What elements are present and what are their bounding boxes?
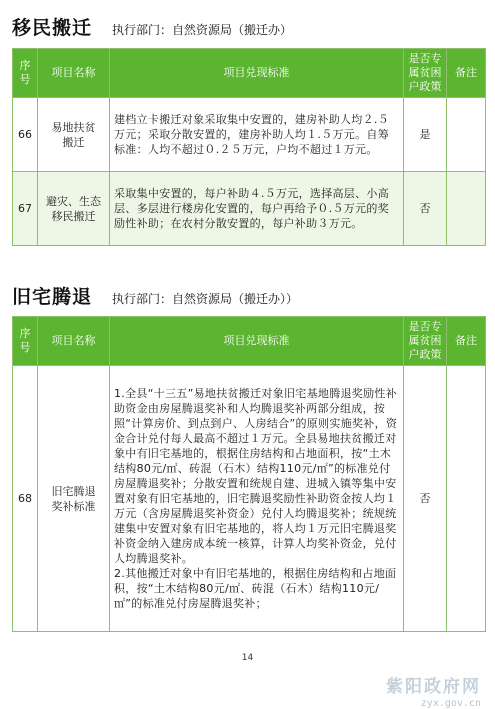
watermark-url: zyx.gov.cn [420,698,481,709]
row-policy: 否 [404,366,447,632]
header-standard: 项目兑现标准 [110,317,404,366]
section-department: 执行部门：自然资源局（搬迁办）） [112,292,299,306]
row-remark [447,98,486,172]
row-num: 66 [13,98,38,172]
row-standard: 采取集中安置的，每户补助４.５万元，选择高层、小高层、多层进行楼房化安置的，每户再给予０.５万元的奖励性补助；在农村分散安置的，每户补助３万元。 [110,172,404,246]
header-standard: 项目兑现标准 [110,49,404,98]
row-num: 68 [13,366,38,632]
row-standard: 建档立卡搬迁对象采取集中安置的，建房补助人均２.５万元；采取分散安置的，建房补助人均１.５万元。自筹标准：人均不超过０.２５万元，户均不超过１万元。 [110,98,404,172]
page-number: 14 [241,653,254,663]
section-title: 移民搬迁 [12,17,93,39]
header-num: 序 号 [13,49,38,98]
header-remark: 备注 [447,49,486,98]
table-row [13,366,486,632]
section-department: 执行部门：自然资源局（搬迁办） [112,23,293,37]
row-name: 旧宅腾退 奖补标准 [38,366,110,632]
row-standard [110,366,404,632]
section-header-old-house [12,282,298,309]
old-house-policy-table [12,316,486,632]
row-policy: 是 [404,98,447,172]
row-remark [447,172,486,246]
table-header-row [13,49,486,98]
header-remark: 备注 [447,317,486,366]
row-policy: 否 [404,172,447,246]
header-num: 序 号 [13,317,38,366]
section-title: 旧宅腾退 [12,286,93,308]
table-header-row [13,317,486,366]
row-name: 易地扶贫 搬迁 [38,98,110,172]
table-row [13,98,486,172]
section-header-relocation [12,13,292,40]
relocation-policy-table [12,48,486,246]
header-name: 项目名称 [38,49,110,98]
watermark-name: 紫阳政府网 [386,677,481,697]
header-policy: 是否专 属贫困 户政策 [404,49,447,98]
row-name: 避灾、生态 移民搬迁 [38,172,110,246]
row-num: 67 [13,172,38,246]
row-remark [447,366,486,632]
header-name: 项目名称 [38,317,110,366]
header-policy: 是否专 属贫困 户政策 [404,317,447,366]
watermark [386,672,481,709]
table-row [13,172,486,246]
standard-paragraph: 2.其他搬迁对象中有旧宅基地的，根据住房结构和占地面积，按“土木结构80元/㎡、砖混（石木）结构110元/㎡”的标准兑付房屋腾退奖补； [114,567,397,610]
standard-paragraph: 1.全县“十三五”易地扶贫搬迁对象旧宅基地腾退奖励性补助资金由房屋腾退奖补和人均腾退奖补两部分组成，按照“计算房价、到点到户、人房结合”的原则实施奖补，资金合计兑付每人最高不超过１万元。全县易地扶贫搬迁对象中有旧宅基地的，根据住房结构和占地面积，按“土木结构80元/㎡、砖混（石木）结构110元/㎡”的标准兑付房屋腾退奖补；分散安置和统规自建、进城入镇等集中安置对象有旧宅基地的，旧宅腾退奖励性补助资金按人均１万元（含房屋腾退奖补资金）兑付人均腾退奖补；统规统建集中安置对象有旧宅基地的，将人均１万元旧宅腾退奖补资金纳入建房成本统一核算，计算人均奖补资金，兑付人均腾退奖补。 [114,387,398,565]
